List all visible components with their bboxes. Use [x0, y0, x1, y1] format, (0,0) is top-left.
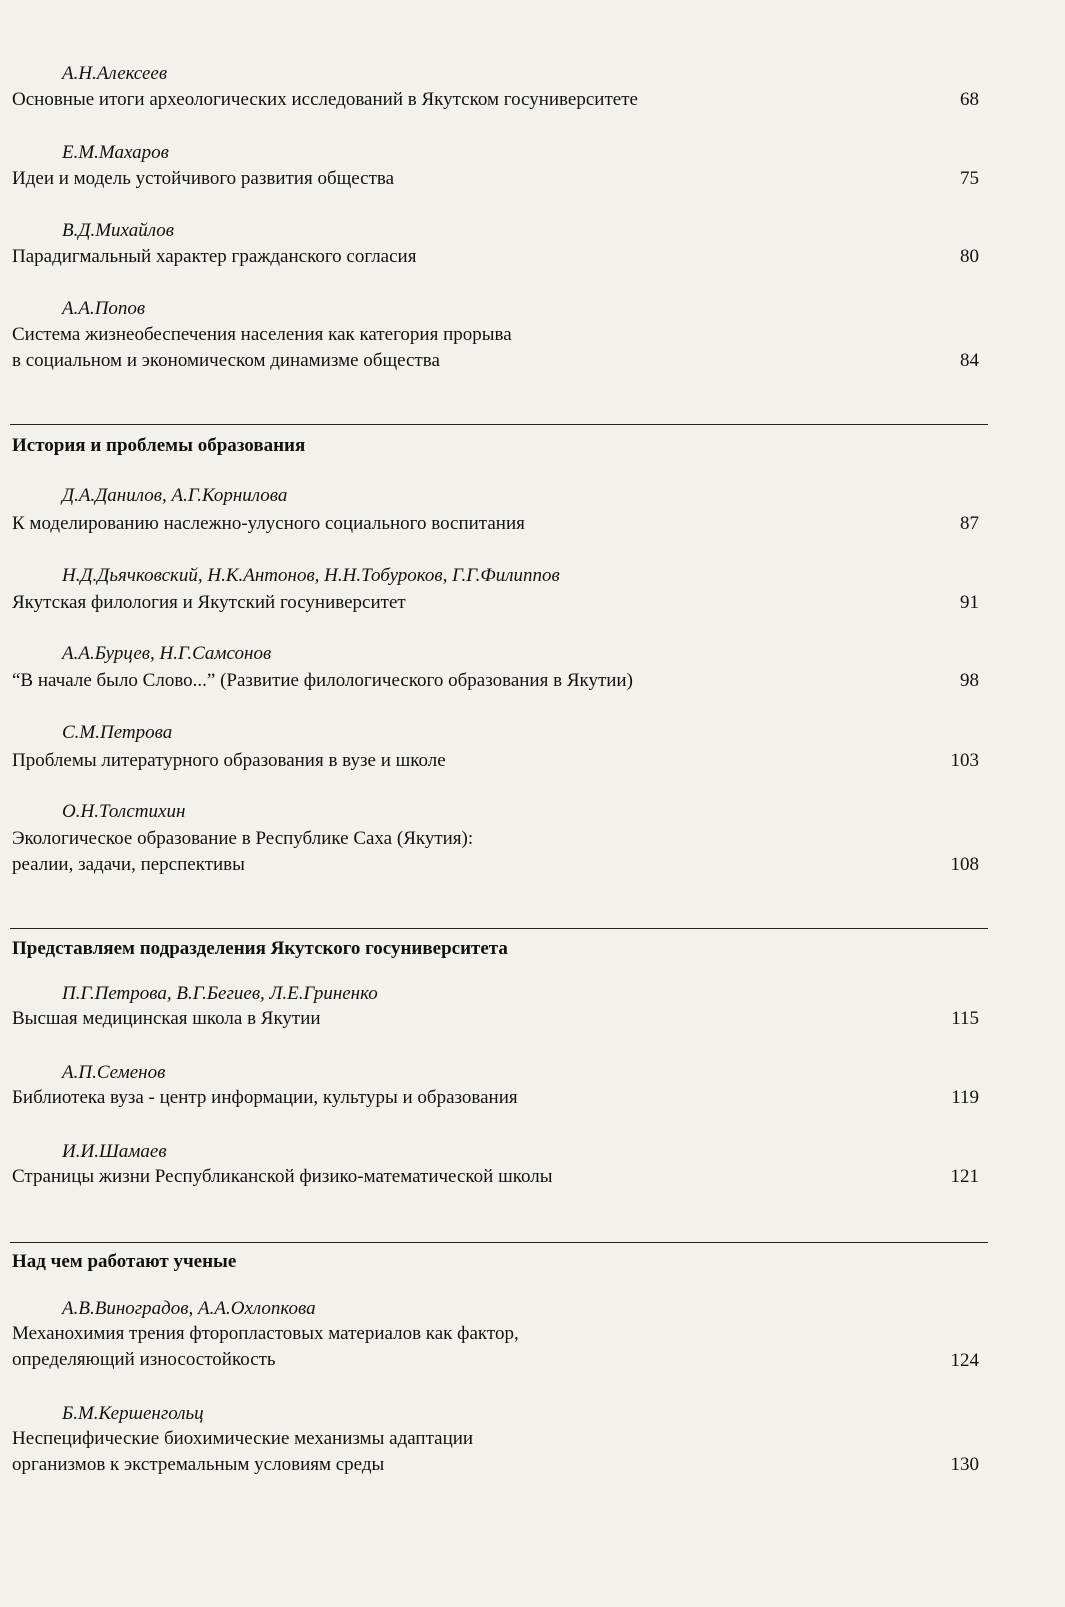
- section-divider: [10, 424, 988, 425]
- entry-author: А.П.Семенов: [62, 1062, 166, 1083]
- entry-title: Якутская филология и Якутский госуниверситет: [12, 592, 406, 613]
- entry-author: П.Г.Петрова, В.Г.Бегиев, Л.Е.Гриненко: [62, 983, 378, 1004]
- entry-title: Механохимия трения фторопластовых материалов как фактор,: [12, 1323, 519, 1344]
- entry-page-number: 91: [960, 592, 979, 613]
- entry-title: Парадигмальный характер гражданского согласия: [12, 246, 417, 267]
- entry-title: в социальном и экономическом динамизме общества: [12, 350, 440, 371]
- entry-title: К моделированию наслежно-улусного социального воспитания: [12, 513, 525, 534]
- entry-author: А.А.Бурцев, Н.Г.Самсонов: [62, 643, 272, 664]
- entry-author: Е.М.Махаров: [62, 142, 169, 163]
- entry-page-number: 119: [951, 1087, 979, 1108]
- entry-page-number: 68: [960, 89, 979, 110]
- entry-title: “В начале было Слово...” (Развитие филологического образования в Якутии): [12, 670, 633, 691]
- entry-page-number: 98: [960, 670, 979, 691]
- entry-page-number: 124: [950, 1350, 979, 1371]
- entry-title: Проблемы литературного образования в вузе и школе: [12, 750, 446, 771]
- entry-title: Система жизнеобеспечения населения как категория прорыва: [12, 324, 512, 345]
- entry-author: Д.А.Данилов, А.Г.Корнилова: [62, 485, 288, 506]
- section-divider: [10, 928, 988, 929]
- entry-page-number: 108: [950, 854, 979, 875]
- entry-title: Неспецифические биохимические механизмы адаптации: [12, 1428, 474, 1449]
- entry-page-number: 130: [950, 1454, 979, 1475]
- entry-author: А.А.Попов: [62, 298, 146, 319]
- section-heading: История и проблемы образования: [12, 435, 306, 456]
- entry-title: Экологическое образование в Республике Саха (Якутия):: [12, 828, 474, 849]
- entry-page-number: 115: [951, 1008, 979, 1029]
- entry-author: И.И.Шамаев: [62, 1141, 167, 1162]
- entry-author: В.Д.Михайлов: [62, 220, 174, 241]
- section-divider: [10, 1242, 988, 1243]
- entry-page-number: 121: [950, 1166, 979, 1187]
- section-heading: Над чем работают ученые: [12, 1251, 237, 1272]
- entry-title: организмов к экстремальным условиям среды: [12, 1454, 385, 1475]
- entry-title: реалии, задачи, перспективы: [12, 854, 245, 875]
- entry-author: С.М.Петрова: [62, 722, 173, 743]
- entry-page-number: 84: [960, 350, 979, 371]
- entry-title: Идеи и модель устойчивого развития общества: [12, 168, 395, 189]
- entry-page-number: 75: [960, 168, 979, 189]
- entry-title: Библиотека вуза - центр информации, культуры и образования: [12, 1087, 518, 1108]
- entry-title: Основные итоги археологических исследований в Якутском госуниверситете: [12, 89, 638, 110]
- entry-author: О.Н.Толстихин: [62, 801, 186, 822]
- section-heading: Представляем подразделения Якутского госуниверситета: [12, 938, 508, 959]
- entry-title: Высшая медицинская школа в Якутии: [12, 1008, 321, 1029]
- entry-author: А.Н.Алексеев: [62, 63, 168, 84]
- entry-title: определяющий износостойкость: [12, 1349, 276, 1370]
- entry-author: Н.Д.Дьячковский, Н.К.Антонов, Н.Н.Тобуроков, Г.Г.Филиппов: [62, 565, 560, 586]
- entry-author: Б.М.Кершенгольц: [62, 1403, 204, 1424]
- entry-page-number: 87: [960, 513, 979, 534]
- entry-page-number: 103: [950, 750, 979, 771]
- entry-page-number: 80: [960, 246, 979, 267]
- entry-title: Страницы жизни Республиканской физико-математической школы: [12, 1166, 553, 1187]
- entry-author: А.В.Виноградов, А.А.Охлопкова: [62, 1298, 316, 1319]
